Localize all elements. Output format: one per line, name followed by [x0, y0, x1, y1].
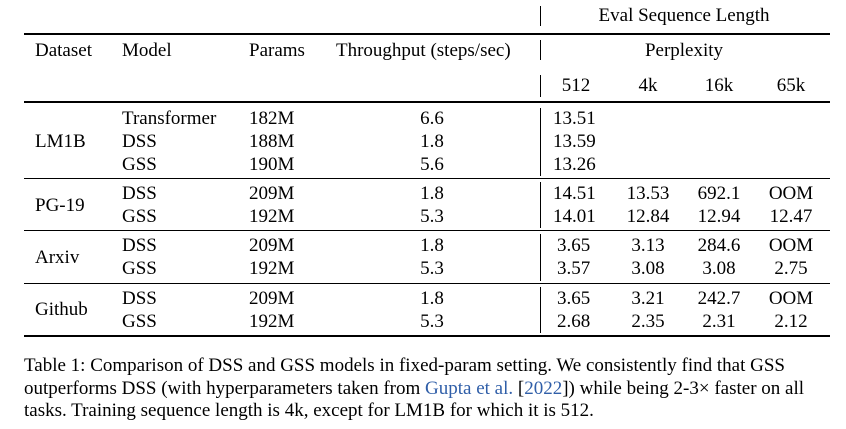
caption-text: Table 1: Comparison of DSS and GSS models in fixed-param setting. We consistently find that GSS outperforms DSS (with hyperparameters taken from — [24, 355, 785, 399]
params-cell: 209M — [249, 183, 295, 204]
column-separator — [540, 234, 541, 281]
throughput-header: Throughput (steps/sec) — [336, 40, 511, 61]
model-cell: DSS — [122, 183, 157, 204]
throughput-cell: 5.3 — [420, 258, 444, 279]
model-cell: DSS — [122, 288, 157, 309]
citation-year-link[interactable]: 2022 — [524, 377, 563, 399]
group-rule — [24, 178, 830, 179]
params-cell: 192M — [249, 311, 295, 332]
ppl-cell: 13.26 — [553, 154, 596, 175]
params-header: Params — [249, 40, 305, 61]
dataset-header: Dataset — [35, 40, 92, 61]
ppl-cell: 284.6 — [697, 235, 741, 256]
params-cell: 188M — [249, 131, 295, 152]
seq-length-512: 512 — [561, 75, 591, 96]
ppl-cell: 13.53 — [626, 183, 670, 204]
params-cell: 192M — [249, 258, 295, 279]
model-cell: Transformer — [122, 108, 217, 129]
ppl-cell: 3.65 — [557, 235, 591, 256]
model-cell: DSS — [122, 235, 157, 256]
ppl-cell: 14.51 — [553, 183, 596, 204]
model-cell: GSS — [122, 206, 157, 227]
model-cell: GSS — [122, 311, 157, 332]
column-separator — [540, 6, 541, 26]
ppl-cell: 3.08 — [631, 258, 665, 279]
ppl-cell: 2.35 — [631, 311, 665, 332]
dataset-label: PG-19 — [35, 195, 85, 216]
ppl-cell: 3.65 — [557, 288, 591, 309]
dataset-label: Github — [35, 299, 88, 320]
throughput-cell: 5.3 — [420, 206, 444, 227]
group-rule — [24, 283, 830, 284]
ppl-cell: 12.47 — [769, 206, 813, 227]
bottom-rule — [24, 335, 830, 337]
caption-text-continued: ) while being 2-3× faster on all tasks. Training sequence length is 4k, except for LM1B for which it is 512. — [24, 377, 805, 421]
params-cell: 182M — [249, 108, 295, 129]
model-cell: GSS — [122, 154, 157, 175]
header-rule — [24, 101, 830, 103]
ppl-cell: OOM — [768, 288, 814, 309]
seq-length-4k: 4k — [638, 75, 658, 96]
ppl-cell: 2.75 — [774, 258, 808, 279]
ppl-cell: 3.13 — [631, 235, 665, 256]
throughput-cell: 1.8 — [420, 288, 444, 309]
params-cell: 209M — [249, 235, 295, 256]
column-separator — [540, 40, 541, 60]
throughput-cell: 5.3 — [420, 311, 444, 332]
ppl-cell: 2.31 — [702, 311, 736, 332]
model-header: Model — [122, 40, 172, 61]
params-cell: 209M — [249, 288, 295, 309]
citation-open-bracket: [ — [513, 377, 525, 399]
throughput-cell: 6.6 — [420, 108, 444, 129]
column-separator — [540, 182, 541, 228]
column-separator — [540, 75, 541, 97]
ppl-cell: 2.12 — [774, 311, 808, 332]
ppl-cell: 692.1 — [697, 183, 741, 204]
ppl-cell: 13.51 — [553, 108, 596, 129]
ppl-cell: 3.21 — [631, 288, 665, 309]
ppl-cell: 12.94 — [697, 206, 741, 227]
table-caption — [24, 355, 836, 423]
group-rule — [24, 230, 830, 231]
dataset-label: LM1B — [35, 131, 86, 152]
ppl-cell: 242.7 — [697, 288, 741, 309]
citation-author-link[interactable]: Gupta et al. — [425, 377, 514, 399]
model-cell: DSS — [122, 131, 157, 152]
ppl-cell: 3.57 — [557, 258, 591, 279]
top-rule — [24, 33, 830, 35]
ppl-cell: 3.08 — [702, 258, 736, 279]
seq-length-65k: 65k — [776, 75, 806, 96]
seq-length-16k: 16k — [704, 75, 734, 96]
throughput-cell: 1.8 — [420, 183, 444, 204]
eval-sequence-length-header: Eval Sequence Length — [598, 5, 770, 26]
dataset-label: Arxiv — [35, 247, 80, 268]
throughput-cell: 1.8 — [420, 235, 444, 256]
ppl-cell: 2.68 — [557, 311, 591, 332]
ppl-cell: 12.84 — [626, 206, 670, 227]
ppl-cell: 14.01 — [553, 206, 596, 227]
column-separator — [540, 287, 541, 333]
throughput-cell: 1.8 — [420, 131, 444, 152]
params-cell: 190M — [249, 154, 295, 175]
throughput-cell: 5.6 — [420, 154, 444, 175]
params-cell: 192M — [249, 206, 295, 227]
ppl-cell: 13.59 — [553, 131, 596, 152]
ppl-cell: OOM — [768, 235, 814, 256]
citation-close-bracket: ] — [562, 377, 569, 399]
ppl-cell: OOM — [768, 183, 814, 204]
column-separator — [540, 108, 541, 176]
perplexity-header: Perplexity — [644, 40, 724, 61]
model-cell: GSS — [122, 258, 157, 279]
